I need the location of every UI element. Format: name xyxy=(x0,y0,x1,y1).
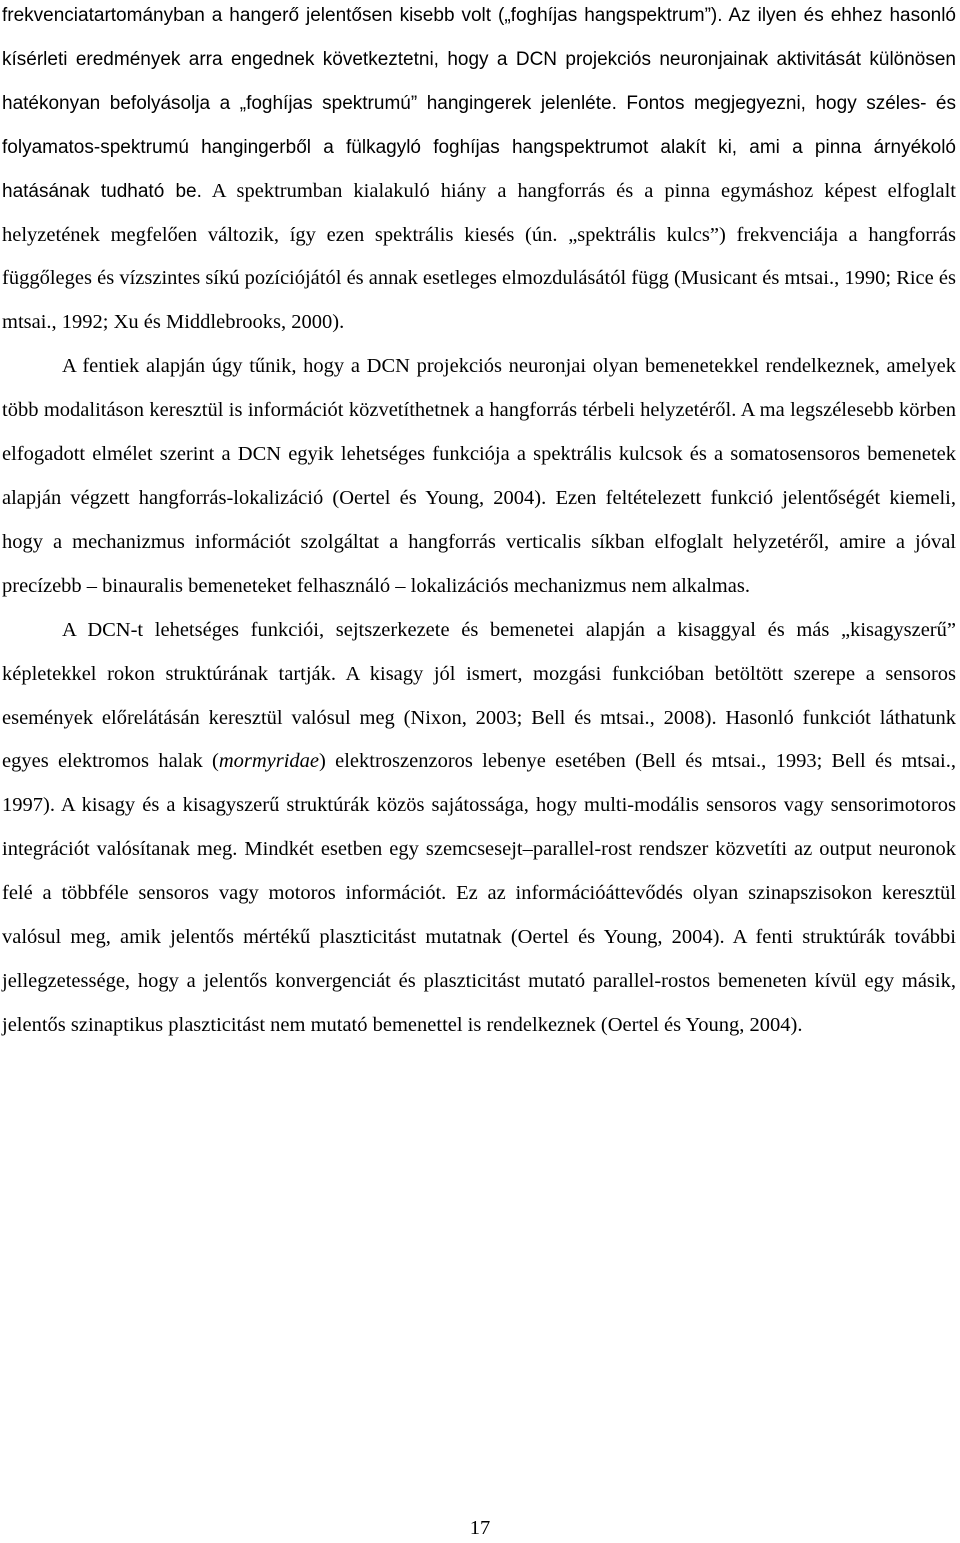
paragraph-1-part-2: A spektrumban kialakuló hiány a hangforrás és a pinna egymáshoz képest elfoglalt helyzetének megfelően változik, így ezen spektrális kiesés (ún. „spektrális kulcs”) frekvenciája a hangforrás függőleges és vízszintes síkú pozíciójától és annak esetleges elmozdulásától függ (Musicant és mtsai., 1990; Rice és mtsai., 1992; Xu és Middlebrooks, 2000). xyxy=(2,179,956,334)
page-number: 17 xyxy=(469,1517,491,1539)
paragraph-1-part-1: frekvenciatartományban a hangerő jelentősen kisebb volt („foghíjas hangspektrum”). Az ilyen és ehhez hasonló kísérleti eredmények arra engednek következtetni, hogy a DCN projekciós neuronjainak aktivitását különösen hatékonyan befolyásolja a „foghíjas spektrumú” hangingerek jelenléte. Fontos megjegyezni, hogy széles- és folyamatos-spektrumú hangingerből a fülkagyló foghíjas hangspektrumot alakít ki, ami a pinna árnyékoló hatásának tudható be. xyxy=(2,5,956,202)
paragraph-3-text-after-italic: ) elektroszenzoros lebenye esetében (Bell és mtsai., 1993; Bell és mtsai., 1997). A kisagy és a kisagyszerű struktúrák közös sajátossága, hogy multi-modális sensoros vagy sensorimotoros integrációt valósítanak meg. Mindkét esetben egy szemcsesejt–parallel-rost rendszer közvetíti az output neuronok felé a többféle sensoros vagy motoros információt. Ez az információáttevődés olyan szinapszisokon keresztül valósul meg, amik jelentős mértékű plaszticitást mutatnak (Oertel és Young, 2004). A fenti struktúrák további jellegzetessége, hogy a jelentős konvergenciát és plaszticitást mutató parallel-rostos bemeneten kívül egy másik, jelentős szinaptikus plaszticitást nem mutató bemenettel is rendelkeznek (Oertel és Young, 2004). xyxy=(2,750,956,1036)
paragraph-1 xyxy=(2,0,956,345)
paragraph-3 xyxy=(2,609,956,1048)
paragraph-3-italic-term: mormyridae xyxy=(218,750,320,773)
paragraph-2: A fentiek alapján úgy tűnik, hogy a DCN projekciós neuronjai olyan bemenetekkel rendelkeznek, amelyek több modalitáson keresztül is információt közvetíthetnek a hangforrás térbeli helyzetéről. A ma legszélesebb körben elfogadott elmélet szerint a DCN egyik lehetséges funkciója a spektrális kulcsok és a somatosensoros bemenetek alapján végzett hangforrás-lokalizáció (Oertel és Young, 2004). Ezen feltételezett funkció jelentőségét kiemeli, hogy a mechanizmus információt szolgáltat a hangforrás verticalis síkban elfoglalt helyzetéről, amire a jóval precízebb – binauralis bemeneteket felhasználó – lokalizációs mechanizmus nem alkalmas. xyxy=(2,355,956,597)
paragraph-3-text-before-italic: A DCN-t lehetséges funkciói, sejtszerkezete és bemenetei alapján a kisaggyal és más „kisagyszerű” képletekkel rokon struktúrának tartják. A kisagy jól ismert, mozgási funkcióban betöltött szerepe a sensoros események előrelátásán keresztül valósul meg (Nixon, 2003; Bell és mtsai., 2008). Hasonló funkciót láthatunk egyes elektromos halak ( xyxy=(2,618,956,773)
body-text xyxy=(2,0,956,1048)
